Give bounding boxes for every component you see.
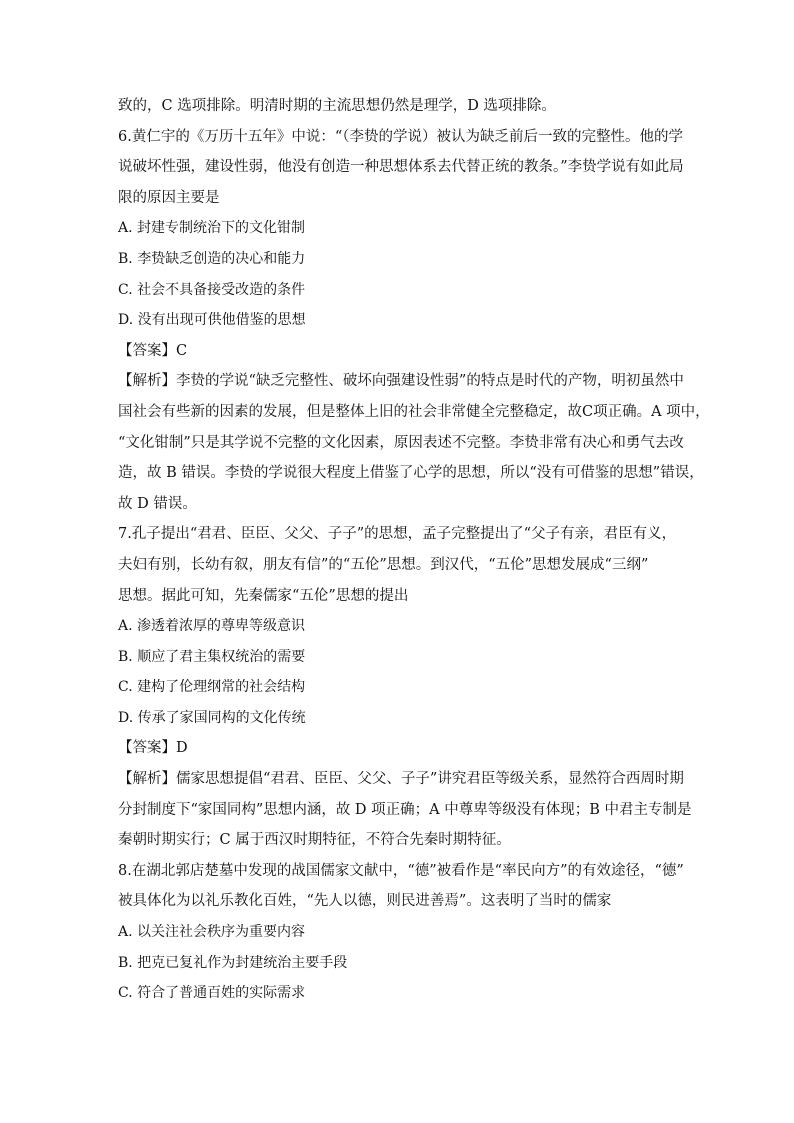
answer-label: 【答案】C: [118, 342, 188, 359]
answer-label: 【答案】D: [118, 740, 188, 757]
option-c: C. 建构了伦理纲常的社会结构: [118, 679, 306, 696]
text-line: 被具体化为以礼乐教化百姓，“先人以德，则民进善焉”。这表明了当时的儒家: [118, 893, 612, 910]
option-c: C. 社会不具备接受改造的条件: [118, 281, 306, 298]
question-6-stem: 6.黄仁宇的《万历十五年》中说：“（李贽的学说）被认为缺乏前后一致的完整性。他的学: [118, 128, 683, 145]
question-8-stem: 8.在湖北郭店楚墓中发现的战国儒家文献中，“德”被看作是“率民向方”的有效途径，“德”: [118, 862, 684, 879]
text-line: 秦朝时期实行；C 属于西汉时期特征，不符合先秦时期特征。: [118, 832, 511, 849]
option-b: B. 顺应了君主集权统治的需要: [118, 648, 306, 665]
option-a: A. 封建专制统治下的文化钳制: [118, 220, 306, 237]
text-line: 造，故 B 错误。李贽的学说很大程度上借鉴了心学的思想，所以“没有可借鉴的思想”错误，: [118, 465, 704, 482]
text-line: 国社会有些新的因素的发展，但是整体上旧的社会非常健全完整稳定，故C项正确。A 项中，: [118, 403, 710, 420]
option-d: D. 传承了家国同构的文化传统: [118, 709, 306, 726]
text-line: 思想。据此可知，先秦儒家“五伦”思想的提出: [118, 587, 409, 604]
text-line: 说破坏性强，建设性弱，他没有创造一种思想体系去代替正统的教条。”李贽学说有如此局: [118, 159, 684, 176]
text-line: 致的，C 选项排除。明清时期的主流思想仍然是理学，D 选项排除。: [118, 98, 556, 114]
document-page: [118, 96, 710, 1014]
text-line: 限的原因主要是: [118, 189, 220, 206]
text-line: 故 D 错误。: [118, 495, 197, 512]
option-a: A. 以关注社会秩序为重要内容: [118, 924, 306, 941]
option-c: C. 符合了普通百姓的实际需求: [118, 985, 306, 1002]
text-line: 分封制度下“家国同构”思想内涵，故 D 项正确；A 中尊卑等级没有体现；B 中君主专制是: [118, 801, 692, 818]
option-a: A. 渗透着浓厚的尊卑等级意识: [118, 618, 306, 635]
option-b: B. 李贽缺乏创造的决心和能力: [118, 250, 306, 267]
analysis-text: 【解析】儒家思想提倡“君君、臣臣、父父、子子”讲究君臣等级关系，显然符合西周时期: [118, 771, 684, 788]
question-7-stem: 7.孔子提出“君君、臣臣、父父、子子”的思想，孟子完整提出了“父子有亲，君臣有义，: [118, 526, 677, 543]
text-line: 夫妇有别，长幼有叙，朋友有信”的“五伦”思想。到汉代，“五伦”思想发展成“三纲”: [118, 556, 649, 573]
text-line: “文化钳制”只是其学说不完整的文化因素，原因表述不完整。李贽非常有决心和勇气去改: [118, 434, 684, 451]
analysis-text: 【解析】李贽的学说“缺乏完整性、破坏向强建设性弱”的特点是时代的产物，明初虽然中: [118, 373, 684, 390]
option-d: D. 没有出现可供他借鉴的思想: [118, 312, 306, 329]
option-b: B. 把克已复礼作为封建统治主要手段: [118, 954, 348, 971]
